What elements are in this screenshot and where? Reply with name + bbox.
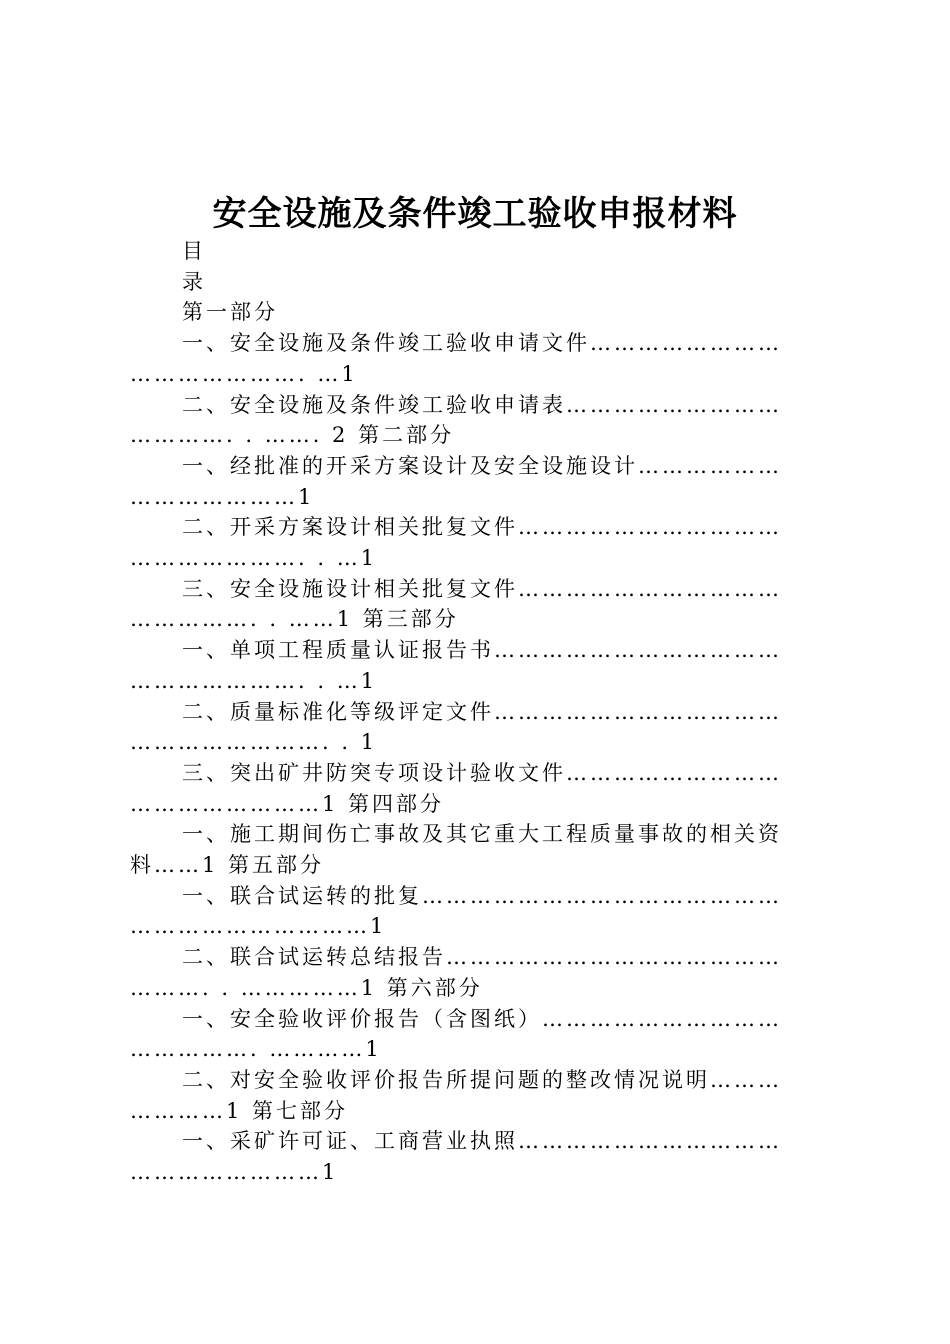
toc-line: 一、安全验收评价报告（含图纸）………………………… [182,1006,782,1031]
table-of-contents [130,236,830,1188]
toc-line: 一、单项工程质量认证报告书……………………………… [182,638,782,663]
toc-line: 二、联合试运转总结报告…………………………………… [182,945,782,970]
toc-line: ……………………1 [130,1160,339,1185]
toc-line: …………………………1 [130,914,387,939]
toc-line: ……………. . ……1 第三部分 [130,607,459,632]
toc-line: …………………. . …1 [130,546,378,571]
toc-line: …………. . ……. 2 第二部分 [130,423,455,448]
toc-line: 一、经批准的开采方案设计及安全设施设计……………… [182,453,782,478]
toc-line: ………. . ……………1 第六部分 [130,975,483,1000]
toc-line: 一、安全设施及条件竣工验收申请文件…………………… [182,331,782,356]
toc-line: 一、联合试运转的批复……………………………………… [182,883,782,908]
toc-line: …………………. …1 [130,361,358,386]
toc-line: 一、采矿许可证、工商营业执照…………………………… [182,1129,782,1154]
toc-line: 二、安全设施及条件竣工验收申请表……………………… [182,392,782,417]
toc-line: ……………………1 第四部分 [130,791,445,816]
toc-line: 一、施工期间伤亡事故及其它重大工程质量事故的相关资 [182,822,782,847]
toc-line: …………1 第七部分 [130,1098,349,1123]
toc-line: 目 [182,239,206,263]
toc-line: 三、突出矿井防突专项设计验收文件……………………… [182,760,782,785]
toc-line: 三、安全设施设计相关批复文件…………………………… [182,576,782,601]
toc-line: 第一部分 [182,300,278,325]
toc-line: 录 [182,269,206,294]
toc-line: ……………. …………1 [130,1037,382,1062]
document-title: 安全设施及条件竣工验收申报材料 [212,194,738,234]
toc-line: …………………1 [130,484,315,509]
toc-line: …………………. . …1 [130,668,378,693]
toc-line: 二、质量标准化等级评定文件……………………………… [182,699,782,724]
toc-line: ……………………. . 1 [130,730,378,755]
toc-line: 二、开采方案设计相关批复文件…………………………… [182,515,782,540]
toc-line: 料……1 第五部分 [130,853,325,878]
toc-line: 二、对安全验收评价报告所提问题的整改情况说明……… [182,1067,782,1092]
